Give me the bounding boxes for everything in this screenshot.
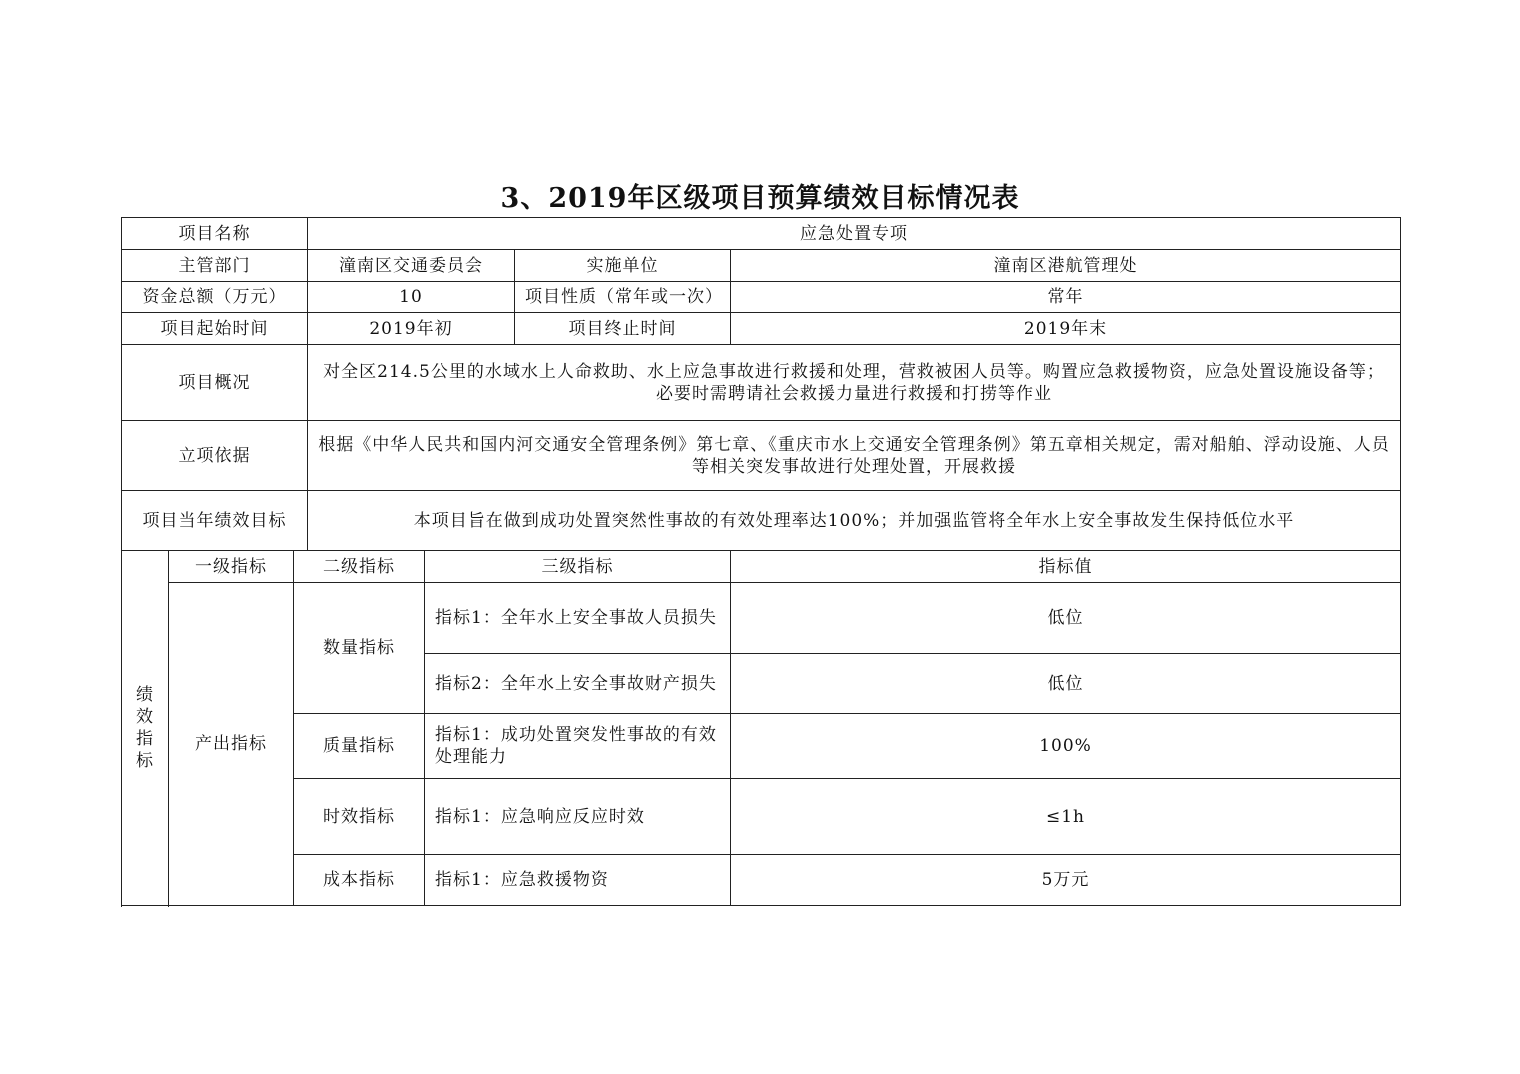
level1-output-indicator: 产出指标: [169, 583, 294, 906]
overview-value: 对全区214.5公里的水域水上人命救助、水上应急事故进行救援和处理，营救被困人员等。购置应急救援物资，应急处置设施设备等；必要时需聘请社会救援力量进行救援和打捞等作业: [308, 345, 1401, 421]
goal-label: 项目当年绩效目标: [122, 491, 308, 551]
header-level1: 一级指标: [169, 551, 294, 583]
start-value: 2019年初: [308, 313, 515, 345]
table-row: [122, 855, 1401, 906]
funds-value: 10: [308, 282, 515, 313]
group-name: 数量指标: [294, 583, 425, 714]
table-row: [122, 583, 1401, 654]
nature-value: 常年: [731, 282, 1401, 313]
indicator-value: 100%: [731, 714, 1401, 779]
indicator-value: 低位: [731, 654, 1401, 714]
header-level3: 三级指标: [425, 551, 731, 583]
project-name-value: 应急处置专项: [308, 218, 1401, 250]
indicator-value: 低位: [731, 583, 1401, 654]
dept-value: 潼南区交通委员会: [308, 250, 515, 282]
basis-label: 立项依据: [122, 421, 308, 491]
group-name: 时效指标: [294, 779, 425, 855]
table-row: [122, 714, 1401, 779]
start-label: 项目起始时间: [122, 313, 308, 345]
table-row: [122, 421, 1401, 491]
indicator-label: 指标1：应急救援物资: [425, 855, 731, 906]
performance-indicator-section-label: [122, 551, 169, 906]
indicator-label: 指标1：成功处置突发性事故的有效处理能力: [425, 714, 731, 779]
table-row: [122, 250, 1401, 282]
project-name-label: 项目名称: [122, 218, 308, 250]
section-label-text: 绩效指标: [136, 685, 154, 771]
indicator-header-row: [122, 551, 1401, 583]
indicator-label: 指标1：全年水上安全事故人员损失: [425, 583, 731, 654]
group-name: 成本指标: [294, 855, 425, 906]
goal-value: 本项目旨在做到成功处置突然性事故的有效处理率达100%；并加强监管将全年水上安全事故发生保持低位水平: [308, 491, 1401, 551]
dept-label: 主管部门: [122, 250, 308, 282]
impl-value: 潼南区港航管理处: [731, 250, 1401, 282]
end-label: 项目终止时间: [515, 313, 731, 345]
indicator-value: 5万元: [731, 855, 1401, 906]
table-row: [122, 779, 1401, 855]
header-value: 指标值: [731, 551, 1401, 583]
page-title: 3、2019年区级项目预算绩效目标情况表: [500, 183, 1020, 214]
header-level2: 二级指标: [294, 551, 425, 583]
indicator-label: 指标2：全年水上安全事故财产损失: [425, 654, 731, 714]
impl-label: 实施单位: [515, 250, 731, 282]
group-name: 质量指标: [294, 714, 425, 779]
end-value: 2019年末: [731, 313, 1401, 345]
budget-performance-table: [121, 217, 1401, 906]
table-row: [122, 282, 1401, 313]
table-row: [122, 345, 1401, 421]
indicator-label: 指标1：应急响应反应时效: [425, 779, 731, 855]
basis-value: 根据《中华人民共和国内河交通安全管理条例》第七章、《重庆市水上交通安全管理条例》第五章相关规定，需对船舶、浮动设施、人员等相关突发事故进行处理处置，开展救援: [308, 421, 1401, 491]
indicator-value: ≤1h: [731, 779, 1401, 855]
table-row: [122, 313, 1401, 345]
nature-label: 项目性质（常年或一次）: [515, 282, 731, 313]
table-row: [122, 218, 1401, 250]
table-row: [122, 491, 1401, 551]
overview-label: 项目概况: [122, 345, 308, 421]
funds-label: 资金总额（万元）: [122, 282, 308, 313]
